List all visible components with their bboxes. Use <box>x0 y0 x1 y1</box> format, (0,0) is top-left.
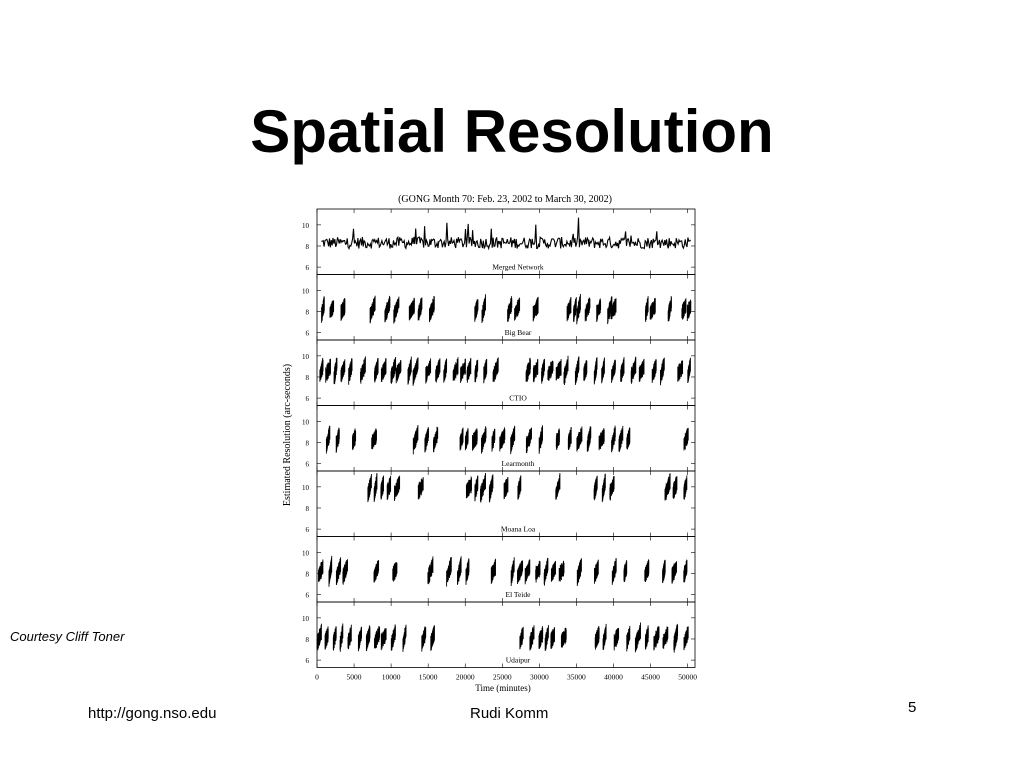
panel-frame <box>317 340 695 406</box>
data-cluster <box>603 624 606 650</box>
y-tick-label: 6 <box>305 657 309 666</box>
panel-big-bear <box>302 275 695 341</box>
y-tick-label: 6 <box>305 591 309 600</box>
y-tick-label: 10 <box>302 549 309 558</box>
data-cluster <box>674 624 678 653</box>
data-cluster <box>587 426 591 451</box>
slide-title: Spatial Resolution <box>250 98 774 165</box>
data-cluster <box>426 358 431 383</box>
y-tick-label: 10 <box>302 418 309 427</box>
y-tick-label: 8 <box>305 308 309 317</box>
slide-number: 5 <box>908 699 917 716</box>
data-cluster <box>408 357 411 385</box>
data-cluster <box>545 625 548 651</box>
data-cluster <box>475 299 478 322</box>
x-tick-label: 20000 <box>455 672 475 682</box>
data-cluster <box>381 358 386 382</box>
data-cluster <box>475 360 478 382</box>
data-cluster <box>317 624 321 651</box>
data-cluster <box>418 477 423 499</box>
data-cluster <box>631 357 636 384</box>
data-cluster <box>595 626 599 649</box>
data-cluster <box>381 628 386 650</box>
data-cluster <box>614 628 618 651</box>
y-tick-label: 6 <box>305 395 309 404</box>
data-cluster <box>458 556 462 585</box>
panel-learmonth <box>302 406 695 472</box>
data-cluster <box>322 296 325 322</box>
x-axis-ticks <box>315 673 697 682</box>
x-tick-label: 15000 <box>418 672 438 682</box>
data-cluster <box>336 428 339 453</box>
y-tick-label: 8 <box>305 373 309 382</box>
data-cluster <box>661 358 665 386</box>
data-cluster <box>431 625 435 651</box>
credit-note: Courtesy Cliff Toner <box>10 629 125 644</box>
data-cluster <box>684 475 687 499</box>
data-cluster <box>533 297 538 322</box>
data-cluster <box>668 296 671 321</box>
resolution-chart <box>270 185 710 700</box>
data-cluster <box>434 427 438 453</box>
data-cluster <box>409 298 414 321</box>
data-cluster <box>564 356 568 385</box>
panel-merged-network <box>302 209 695 275</box>
data-cluster <box>385 296 390 322</box>
data-cluster <box>508 296 512 322</box>
data-cluster <box>375 626 380 648</box>
data-cluster <box>627 626 630 652</box>
y-tick-label: 8 <box>305 635 309 644</box>
data-cluster <box>465 428 468 450</box>
data-cluster <box>330 300 334 318</box>
data-cluster <box>688 358 691 383</box>
data-cluster <box>361 356 366 383</box>
data-cluster <box>594 476 597 501</box>
data-cluster <box>678 360 683 381</box>
data-cluster <box>334 358 337 384</box>
data-cluster <box>428 556 433 584</box>
data-cluster <box>492 429 495 452</box>
data-cluster <box>635 623 640 653</box>
data-cluster <box>561 628 566 648</box>
data-cluster <box>551 627 555 649</box>
data-cluster <box>556 473 560 500</box>
data-cluster <box>481 473 486 503</box>
data-cluster <box>597 299 601 322</box>
x-tick-label: 0 <box>315 672 319 682</box>
data-cluster <box>467 358 471 383</box>
y-tick-label: 6 <box>305 329 309 338</box>
data-marks <box>321 218 690 249</box>
data-cluster <box>525 560 530 585</box>
data-cluster <box>461 359 466 383</box>
data-cluster <box>396 360 401 383</box>
data-cluster <box>511 557 514 586</box>
data-cluster <box>518 475 521 499</box>
data-cluster <box>577 294 581 324</box>
data-cluster <box>374 560 379 582</box>
data-cluster <box>520 627 523 649</box>
x-tick-label: 50000 <box>678 672 697 682</box>
data-marks <box>322 294 691 324</box>
panel-label: Udaipur <box>505 655 531 665</box>
panel-moana-loa <box>302 471 695 537</box>
data-cluster <box>612 558 616 585</box>
x-tick-label: 45000 <box>641 672 660 682</box>
footer-author: Rudi Komm <box>470 705 549 722</box>
data-cluster <box>542 359 545 384</box>
data-cluster <box>577 427 582 452</box>
data-cluster <box>577 558 581 586</box>
data-cluster <box>646 296 649 322</box>
data-cluster <box>619 426 623 452</box>
data-cluster <box>567 297 571 321</box>
y-tick-label: 10 <box>302 483 309 492</box>
y-tick-label: 10 <box>302 221 309 230</box>
data-cluster <box>575 357 579 385</box>
data-cluster <box>372 429 377 450</box>
data-cluster <box>559 561 564 582</box>
x-tick-label: 25000 <box>492 672 512 682</box>
y-tick-label: 8 <box>305 504 309 513</box>
y-tick-label: 10 <box>302 287 309 296</box>
data-cluster <box>430 296 435 322</box>
x-tick-label: 40000 <box>604 672 623 682</box>
data-cluster <box>533 359 537 382</box>
data-cluster <box>349 358 352 384</box>
panel-label: Moana Loa <box>500 524 536 534</box>
data-cluster <box>515 298 520 321</box>
data-cluster <box>595 560 599 584</box>
data-cluster <box>422 627 426 652</box>
data-cluster <box>326 426 329 454</box>
data-marks <box>319 556 687 587</box>
data-cluster <box>621 357 624 382</box>
y-tick-label: 8 <box>305 242 309 251</box>
data-cluster <box>594 357 597 384</box>
data-cluster <box>530 625 534 650</box>
data-cluster <box>511 426 515 454</box>
y-tick-label: 10 <box>302 614 309 623</box>
data-cluster <box>612 360 616 383</box>
data-cluster <box>393 562 397 582</box>
data-cluster <box>370 296 375 324</box>
data-cluster <box>403 625 406 652</box>
data-cluster <box>395 476 400 501</box>
data-cluster <box>333 626 336 650</box>
data-cluster <box>418 297 422 320</box>
data-cluster <box>599 428 604 450</box>
data-cluster <box>473 428 478 450</box>
data-cluster <box>444 359 447 383</box>
data-cluster <box>518 561 523 585</box>
data-cluster <box>645 625 648 649</box>
data-cluster <box>639 359 644 382</box>
data-cluster <box>568 427 571 450</box>
data-cluster <box>663 626 668 649</box>
panels-group <box>302 209 695 668</box>
data-cluster <box>684 560 687 583</box>
data-cluster <box>602 358 605 384</box>
footer-url[interactable]: http://gong.nso.edu <box>88 705 217 722</box>
data-cluster <box>627 428 630 450</box>
y-tick-label: 6 <box>305 460 309 469</box>
data-cluster <box>682 298 686 319</box>
data-cluster <box>491 559 495 584</box>
data-cluster <box>453 357 458 381</box>
data-cluster <box>325 626 328 649</box>
chart-title: (GONG Month 70: Feb. 23, 2002 to March 30, 2002) <box>398 194 612 205</box>
data-cluster <box>436 358 440 382</box>
panel-udaipur <box>302 602 695 668</box>
x-tick-label: 5000 <box>346 672 362 682</box>
y-tick-label: 8 <box>305 439 309 448</box>
data-marks <box>317 623 688 653</box>
data-cluster <box>482 426 487 453</box>
y-tick-label: 6 <box>305 526 309 535</box>
data-cluster <box>319 560 323 582</box>
data-cluster <box>556 359 561 380</box>
data-cluster <box>413 425 418 454</box>
data-cluster <box>341 359 345 382</box>
data-cluster <box>672 561 677 583</box>
y-tick-label: 8 <box>305 570 309 579</box>
data-cluster <box>326 359 331 383</box>
panel-label: Learmonth <box>501 459 535 468</box>
data-cluster <box>343 559 348 585</box>
data-cluster <box>368 474 372 502</box>
data-cluster <box>584 360 587 381</box>
data-cluster <box>663 560 666 583</box>
data-cluster <box>612 426 616 453</box>
data-cluster <box>413 357 418 385</box>
data-cluster <box>366 625 370 651</box>
data-cluster <box>475 476 478 502</box>
data-cluster <box>466 558 469 585</box>
data-cluster <box>526 358 530 382</box>
data-cluster <box>650 298 655 320</box>
data-cluster <box>493 358 498 382</box>
data-cluster <box>624 560 627 582</box>
panel-ctio <box>302 340 695 406</box>
panel-label: El Teide <box>505 590 531 599</box>
data-cluster <box>684 626 688 650</box>
panel-label: CTIO <box>509 393 527 403</box>
data-cluster <box>504 477 508 499</box>
data-cluster <box>500 427 505 451</box>
data-cluster <box>341 298 345 321</box>
data-marks <box>320 356 691 386</box>
data-cluster <box>482 294 486 323</box>
data-cluster <box>556 429 559 450</box>
data-cluster <box>466 477 471 499</box>
data-marks <box>368 473 687 503</box>
data-cluster <box>374 473 377 502</box>
data-cluster <box>375 358 379 383</box>
data-cluster <box>548 361 553 381</box>
y-axis-label: Estimated Resolution (arc-seconds) <box>282 363 293 507</box>
data-marks <box>326 425 688 454</box>
data-cluster <box>539 425 542 454</box>
data-cluster <box>336 557 340 585</box>
data-cluster <box>687 300 691 321</box>
data-cluster <box>387 476 390 500</box>
data-cluster <box>348 625 351 649</box>
x-tick-label: 35000 <box>567 672 586 682</box>
data-cluster <box>551 561 555 582</box>
data-cluster <box>460 428 463 451</box>
y-tick-label: 6 <box>305 264 309 273</box>
data-cluster <box>391 624 395 650</box>
data-cluster <box>654 626 659 650</box>
data-cluster <box>684 428 688 451</box>
panel-label: Merged Network <box>492 262 544 272</box>
data-cluster <box>340 624 343 652</box>
panel-el-teide <box>302 537 695 603</box>
data-cluster <box>574 297 577 322</box>
data-cluster <box>602 474 605 502</box>
data-cluster <box>329 556 332 587</box>
data-cluster <box>539 626 543 649</box>
data-cluster <box>526 428 531 453</box>
data-cluster <box>358 627 361 652</box>
panel-label: Big Bear <box>504 328 532 337</box>
data-cluster <box>544 558 548 586</box>
x-tick-label: 30000 <box>529 672 549 682</box>
x-axis-label: Time (minutes) <box>475 683 531 693</box>
data-cluster <box>536 561 540 583</box>
data-cluster <box>320 358 323 382</box>
data-cluster <box>665 473 670 500</box>
data-cluster <box>484 359 487 383</box>
data-cluster <box>447 557 452 587</box>
data-cluster <box>391 357 396 384</box>
data-cluster <box>353 429 356 451</box>
data-cluster <box>381 476 384 500</box>
merged-series-line <box>321 218 690 249</box>
x-tick-label: 10000 <box>381 672 401 682</box>
data-cluster <box>394 297 399 324</box>
data-cluster <box>610 476 614 500</box>
data-cluster <box>489 474 493 502</box>
data-cluster <box>645 559 649 582</box>
data-cluster <box>585 297 590 321</box>
y-tick-label: 10 <box>302 352 309 361</box>
data-cluster <box>652 359 656 383</box>
data-cluster <box>673 476 677 499</box>
data-cluster <box>425 427 429 452</box>
